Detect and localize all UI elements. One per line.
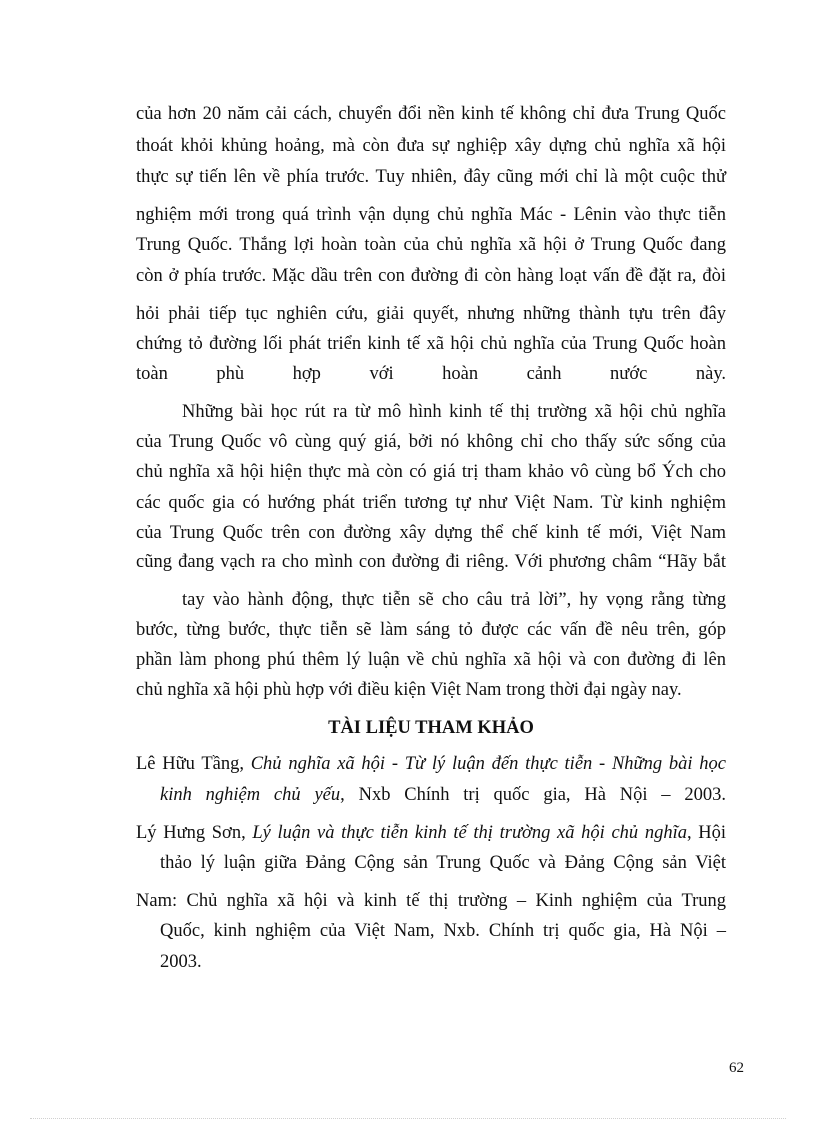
body-line-text: Những bài học rút ra từ mô hình kinh tế thị trường xã hội chủ nghĩa [182,402,726,422]
reference-title: Lý luận và thực tiễn kinh tế thị trường xã hội chủ nghĩa [252,823,687,843]
reference-2-line-3: Nam: Chủ nghĩa xã hội và kinh tế thị trường – Kinh nghiệm của Trung [136,891,726,911]
body-line-text: chủ nghĩa xã hội phù hợp với điều kiện Việt Nam trong thời đại ngày nay. [136,680,682,700]
body-line-text: phần làm phong phú thêm lý luận về chủ nghĩa xã hội và con đường đi lên [136,650,726,670]
reference-2-line-4: Quốc, kinh nghiệm của Việt Nam, Nxb. Chính trị quốc gia, Hà Nội – [160,921,726,941]
body-line-text: toàn phù hợp với hoàn cảnh nước này. [136,364,726,384]
reference-1-line-1 [136,752,726,776]
reference-2-line-2: thảo lý luận giữa Đảng Cộng sản Trung Quốc và Đảng Cộng sản Việt [160,853,726,873]
body-line-text: các quốc gia có hướng phát triển tương tự như Việt Nam. Từ kinh nghiệm [136,493,726,513]
reference-author: Lê Hữu Tầng, [136,754,251,774]
body-line-text: nghiệm mới trong quá trình vận dụng chủ nghĩa Mác - Lênin vào thực tiễn [136,205,726,225]
body-line-text: Trung Quốc. Thắng lợi hoàn toàn của chủ nghĩa xã hội ở Trung Quốc đang [136,235,726,255]
reference-2-line-5: 2003. [160,952,202,972]
body-line-text: của Trung Quốc trên con đường xây dựng thể chế kinh tế mới, Việt Nam [136,523,726,543]
reference-1-line-2 [160,783,726,807]
reference-title: kinh nghiệm chủ yếu [160,785,341,805]
reference-title: Chủ nghĩa xã hội - Từ lý luận đến thực tiễn - Những bài học [250,754,726,774]
page-number: 62 [729,1060,744,1076]
body-line-text: chứng tỏ đường lối phát triển kinh tế xã hội chủ nghĩa của Trung Quốc hoàn [136,334,726,354]
body-line-text: tay vào hành động, thực tiễn sẽ cho câu trả lời”, hy vọng rằng từng [182,590,726,610]
body-line-text: thoát khỏi khủng hoảng, mà còn đưa sự nghiệp xây dựng chủ nghĩa xã hội [136,136,726,156]
page-bottom-divider [30,1118,786,1119]
reference-author: Lý Hưng Sơn, [136,823,253,843]
body-line-text: thực sự tiến lên về phía trước. Tuy nhiên, đây cũng mới chỉ là một cuộc thử [136,167,726,187]
body-line-text: hỏi phải tiếp tục nghiên cứu, giải quyết, nhưng những thành tựu trên đây [136,304,726,324]
body-line-text: chủ nghĩa xã hội hiện thực mà còn có giá trị tham khảo vô cùng bổ Ých cho [136,462,726,482]
references-heading: TÀI LIỆU THAM KHẢO [328,718,534,738]
reference-publisher: , Nxb Chính trị quốc gia, Hà Nội – 2003. [340,785,726,805]
reference-text: , Hội [686,823,727,843]
body-line-text: còn ở phía trước. Mặc dầu trên con đường đi còn hàng loạt vấn đề đặt ra, đòi [136,266,726,286]
body-line-text: bước, từng bước, thực tiễn sẽ làm sáng tỏ được các vấn đề nêu trên, góp [136,620,726,640]
body-line-text: của hơn 20 năm cải cách, chuyển đổi nền kinh tế không chỉ đưa Trung Quốc [136,104,726,124]
body-line-text: cũng đang vạch ra cho mình con đường đi riêng. Với phương châm “Hãy bắt [136,552,726,572]
reference-2-line-1 [136,821,726,845]
body-line-text: của Trung Quốc vô cùng quý giá, bởi nó không chỉ cho thấy sức sống của [136,432,726,452]
